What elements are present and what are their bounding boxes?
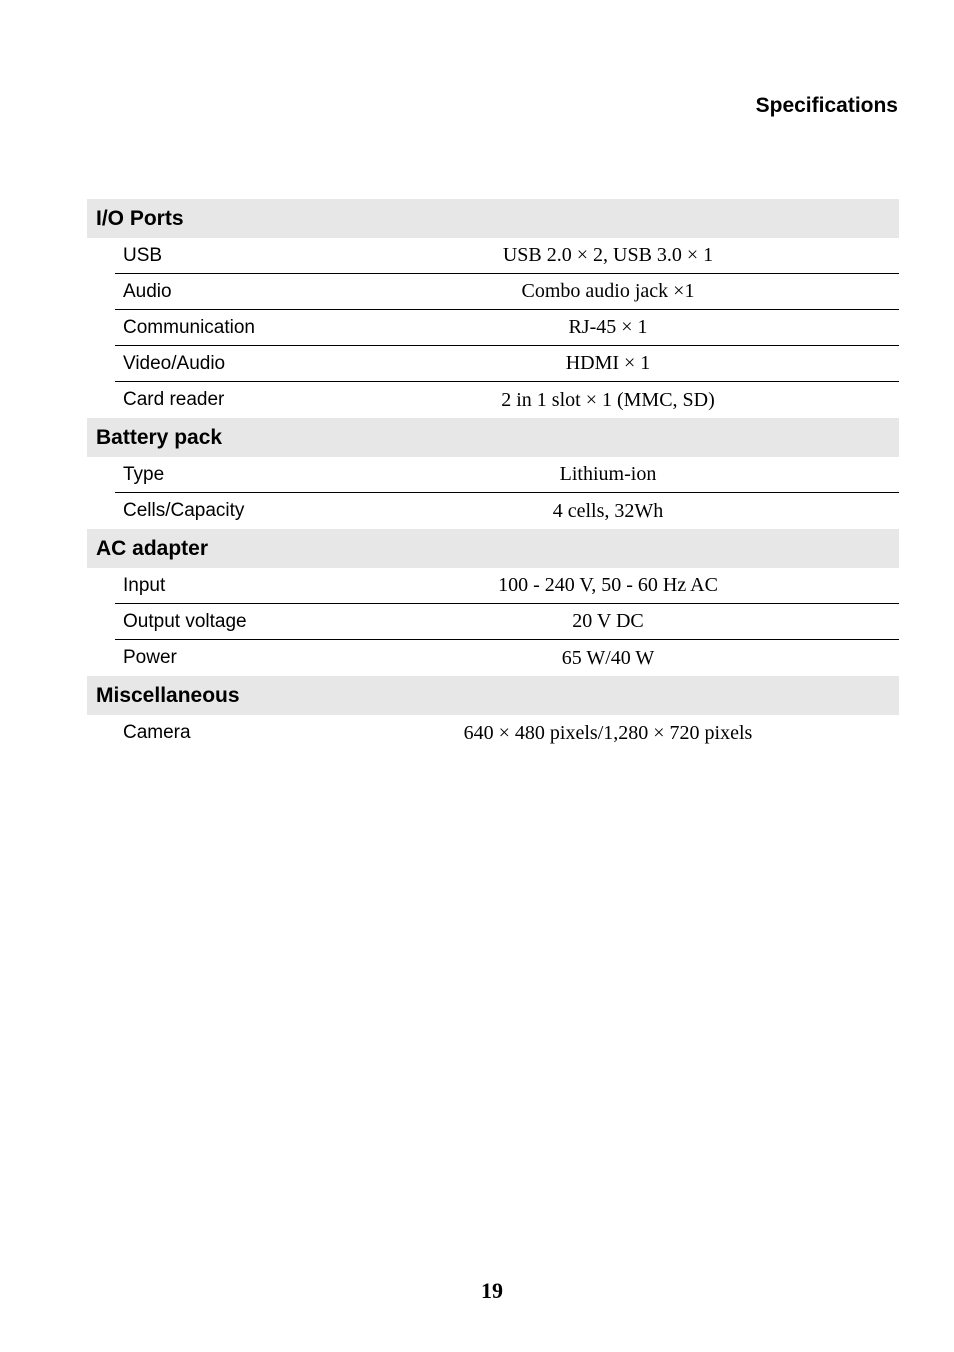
spec-label: Communication	[123, 316, 255, 338]
spec-value: RJ-45 × 1	[568, 316, 648, 338]
spec-row-camera	[115, 715, 899, 751]
spec-value: Combo audio jack ×1	[521, 280, 695, 302]
spec-label: Camera	[123, 722, 191, 743]
spec-value: 4 cells, 32Wh	[552, 499, 664, 522]
section-header-battery-pack: Battery pack	[87, 418, 899, 457]
spec-label: Type	[123, 463, 165, 485]
spec-value: USB 2.0 × 2, USB 3.0 × 1	[502, 244, 714, 266]
spec-row-cells-capacity	[115, 493, 899, 529]
spec-row-power	[115, 640, 899, 676]
spec-label: Output voltage	[123, 610, 247, 632]
spec-label: Video/Audio	[123, 352, 226, 374]
spec-value: 640 × 480 pixels/1,280 × 720 pixels	[463, 721, 753, 744]
spec-row-video-audio	[115, 346, 899, 382]
spec-label: Power	[123, 647, 177, 668]
specifications-table	[87, 199, 899, 751]
spec-row-type	[115, 457, 899, 493]
spec-label: Audio	[123, 280, 172, 302]
spec-label: Card reader	[123, 389, 225, 410]
spec-row-communication	[115, 310, 899, 346]
spec-value: 2 in 1 slot × 1 (MMC, SD)	[501, 388, 715, 411]
spec-value: 65 W/40 W	[561, 646, 655, 669]
spec-row-card-reader	[115, 382, 899, 418]
spec-label: Cells/Capacity	[123, 500, 245, 521]
spec-row-input	[115, 568, 899, 604]
spec-value: 20 V DC	[572, 610, 644, 632]
spec-row-audio	[115, 274, 899, 310]
page-number: 19	[481, 1278, 503, 1303]
spec-value: 100 - 240 V, 50 - 60 Hz AC	[498, 574, 718, 596]
page-header-title: Specifications	[755, 94, 898, 117]
spec-row-usb	[115, 238, 899, 274]
spec-value: Lithium-ion	[559, 463, 657, 485]
spec-label: USB	[123, 244, 163, 266]
section-header-ac-adapter: AC adapter	[87, 529, 899, 568]
spec-row-output-voltage	[115, 604, 899, 640]
section-header-miscellaneous: Miscellaneous	[87, 676, 899, 715]
spec-label: Input	[123, 574, 166, 596]
section-header-io-ports: I/O Ports	[87, 199, 899, 238]
spec-value: HDMI × 1	[565, 352, 651, 374]
